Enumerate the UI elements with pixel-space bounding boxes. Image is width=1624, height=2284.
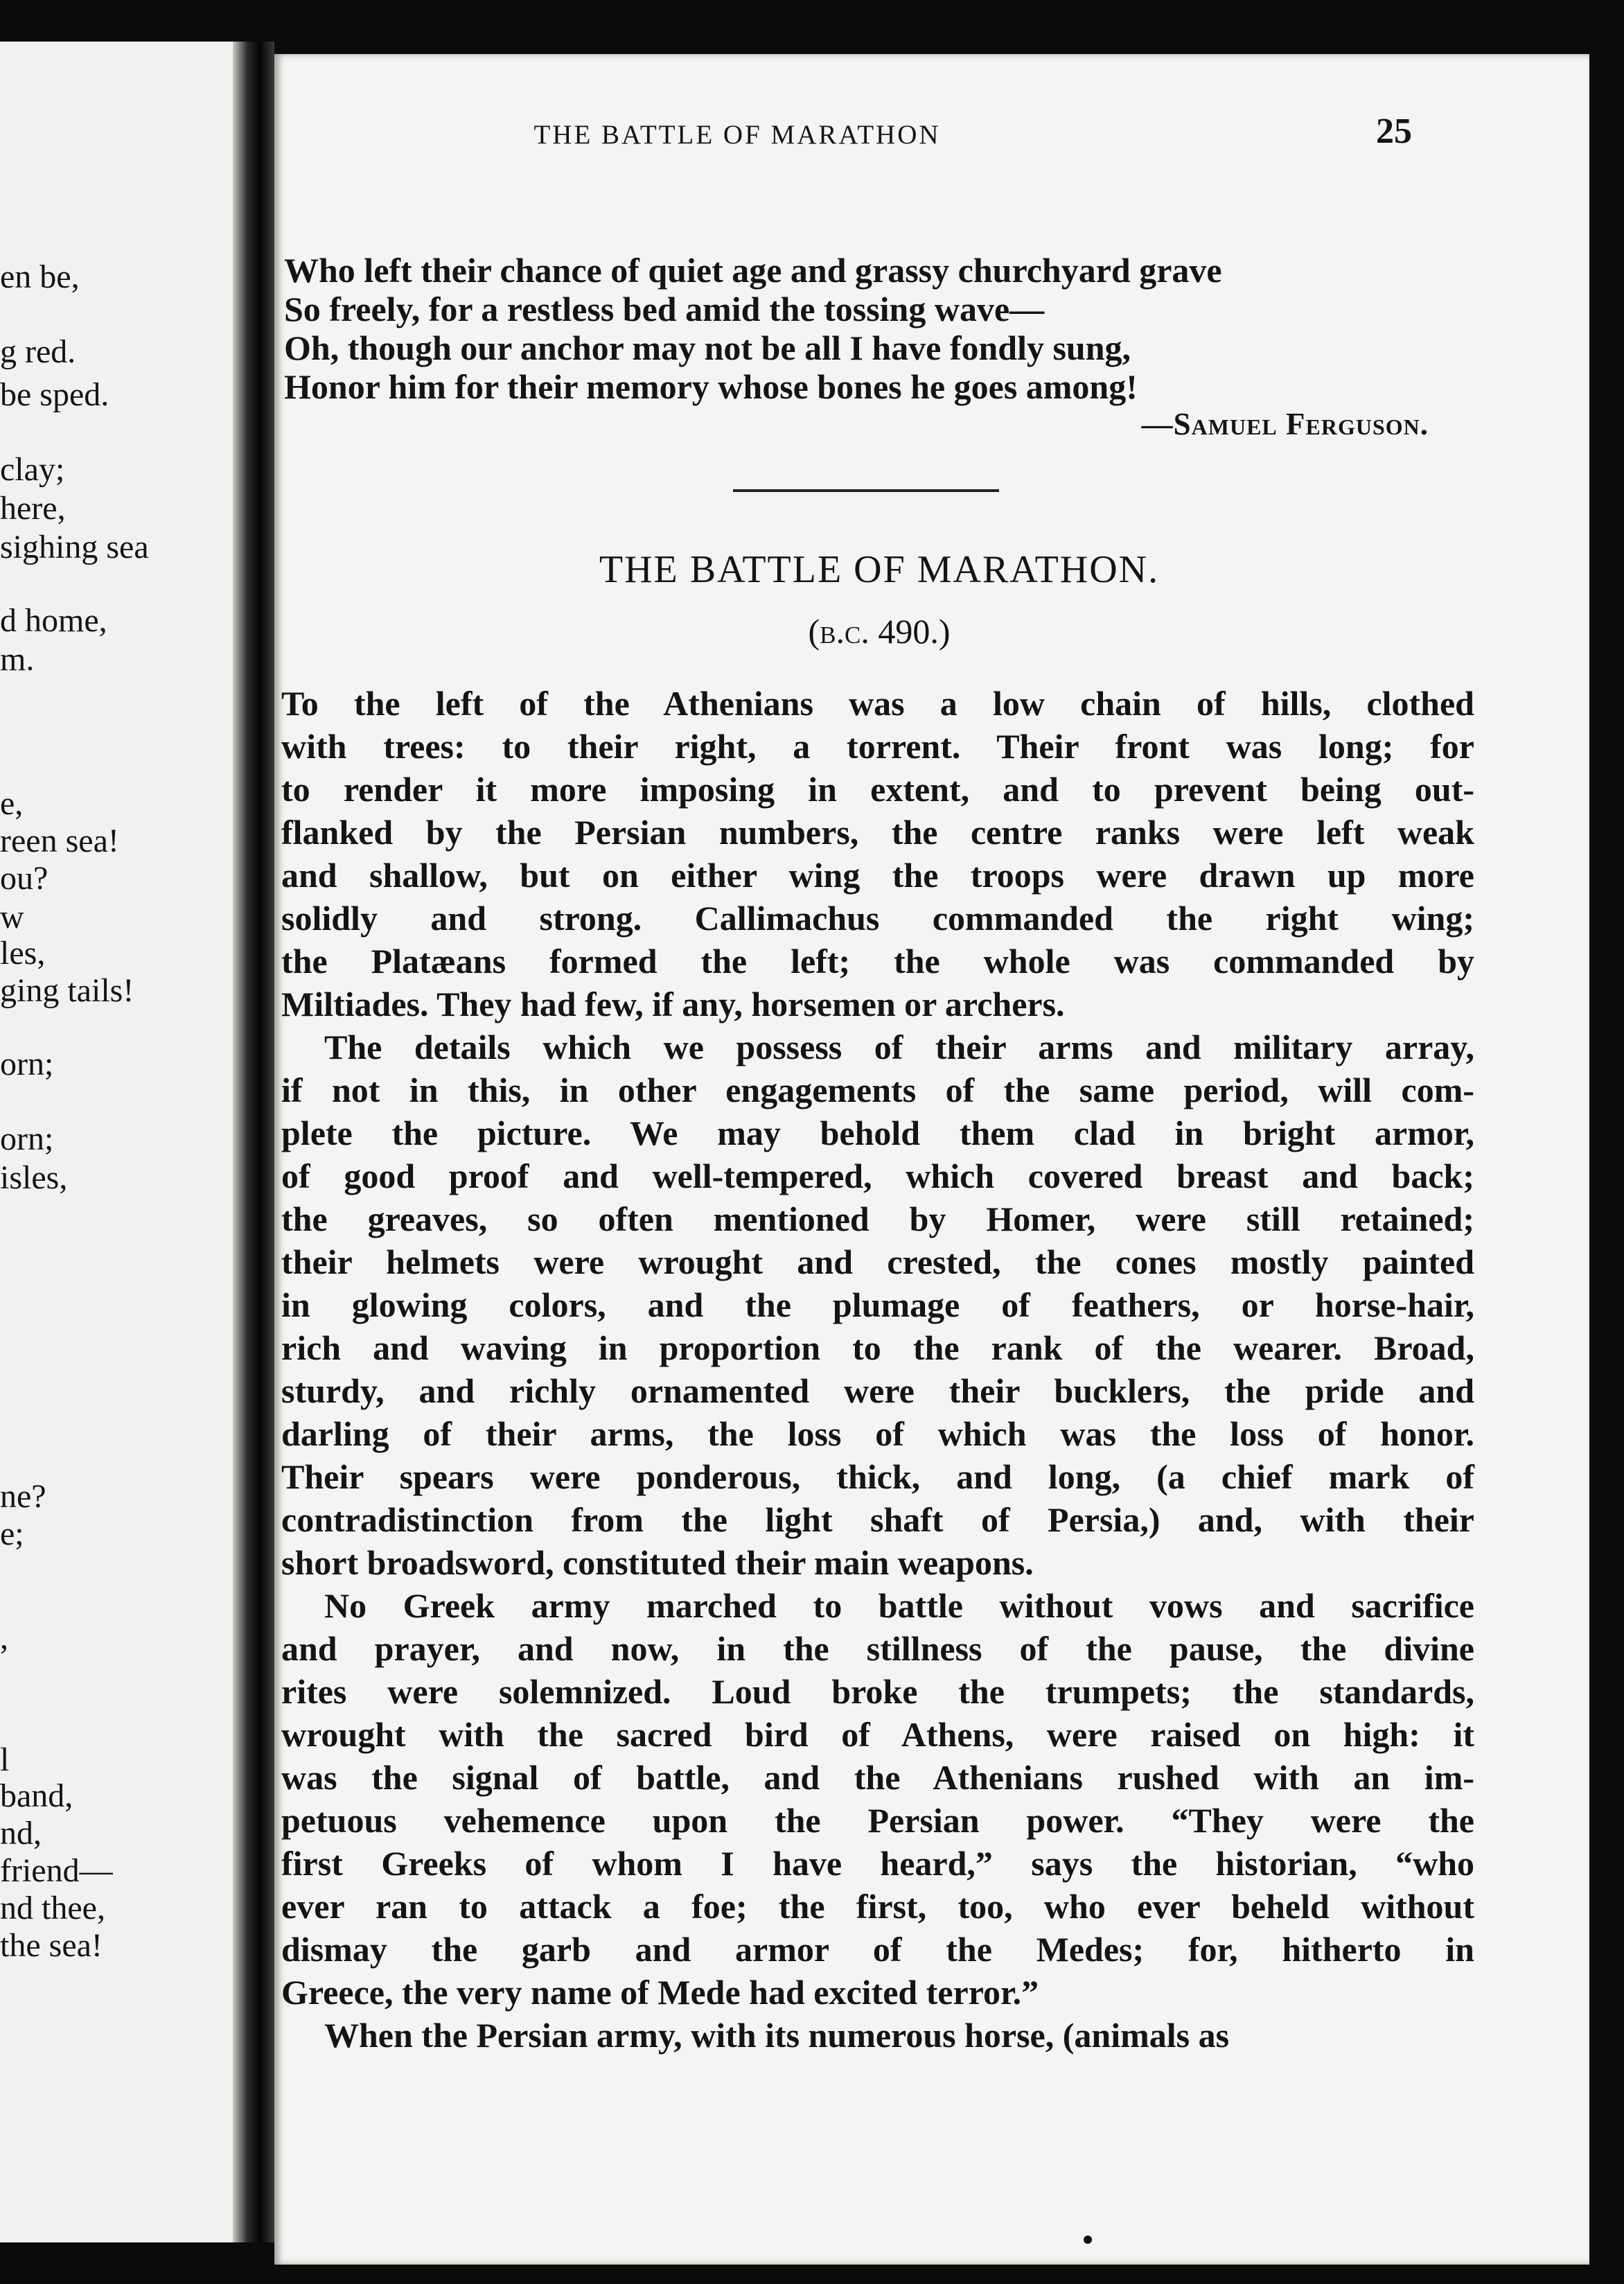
left-fragment: ou?	[0, 860, 48, 897]
text-line: plete the picture. We may behold them clad in bright armor,	[281, 1114, 1474, 1152]
left-fragment: isles,	[0, 1159, 68, 1196]
book-gutter	[233, 42, 274, 2242]
left-fragment: en be,	[0, 258, 80, 295]
left-fragment: e,	[0, 785, 24, 822]
poem-line: Oh, though our anchor may not be all I have fondly sung,	[284, 328, 1131, 367]
left-fragment: d home,	[0, 602, 107, 639]
text-line: was the signal of battle, and the Athenians rushed with an im-	[281, 1758, 1474, 1797]
text-line: rites were solemnized. Loud broke the trumpets; the standards,	[281, 1672, 1474, 1711]
left-fragment: g red.	[0, 333, 76, 370]
left-fragment: be sped.	[0, 376, 109, 413]
text-line: The details which we possess of their arms and military array,	[324, 1028, 1474, 1066]
paragraph-3	[281, 1584, 1474, 2014]
left-fragment: band,	[0, 1777, 73, 1814]
left-fragment: ,	[0, 1619, 8, 1656]
text-line: No Greek army marched to battle without vows and sacrifice	[324, 1586, 1474, 1625]
text-line: ever ran to attack a foe; the first, too, who ever beheld without	[281, 1887, 1474, 1926]
left-fragment: the sea!	[0, 1927, 103, 1964]
text-line: their helmets were wrought and crested, the cones mostly painted	[281, 1242, 1474, 1281]
text-line: the greaves, so often mentioned by Homer, were still retained;	[281, 1200, 1474, 1238]
page-number: 25	[1376, 112, 1412, 151]
left-fragment: orn;	[0, 1046, 54, 1082]
left-fragment: nd thee,	[0, 1890, 105, 1926]
left-fragment: ging tails!	[0, 972, 134, 1009]
text-line: wrought with the sacred bird of Athens, were raised on high: it	[281, 1715, 1474, 1754]
paragraph-1	[281, 682, 1474, 1026]
poem-line: Who left their chance of quiet age and grassy churchyard grave	[284, 251, 1222, 290]
text-line: of good proof and well-tempered, which covered breast and back;	[281, 1157, 1474, 1195]
text-line: and shallow, but on either wing the troops were drawn up more	[281, 856, 1474, 895]
text-line: sturdy, and richly ornamented were their bucklers, the pride and	[281, 1371, 1474, 1410]
poem-excerpt	[284, 251, 1476, 406]
date-open: (	[808, 612, 820, 651]
left-fragment: l	[0, 1741, 10, 1778]
text-line: rich and waving in proportion to the rank of the wearer. Broad,	[281, 1328, 1474, 1367]
left-fragment: sighing sea	[0, 529, 149, 565]
left-fragment: here,	[0, 490, 66, 527]
article-date	[284, 611, 1474, 651]
text-line: in glowing colors, and the plumage of feathers, or horse-hair,	[281, 1285, 1474, 1324]
left-fragment: les,	[0, 935, 46, 972]
left-facing-page	[0, 42, 233, 2242]
ink-speck	[1084, 2235, 1092, 2244]
running-header: THE BATTLE OF MARATHON	[533, 120, 941, 150]
text-line: Greece, the very name of Mede had excited terror.”	[281, 1973, 1039, 2012]
left-fragment: nd,	[0, 1815, 42, 1852]
text-line: if not in this, in other engagements of the same period, will com-	[281, 1071, 1474, 1109]
left-fragment: orn;	[0, 1121, 54, 1157]
article-title: THE BATTLE OF MARATHON.	[599, 548, 1160, 591]
text-line: solidly and strong. Callimachus commanded the right wing;	[281, 899, 1474, 938]
left-fragment: reen sea!	[0, 823, 119, 859]
poem-attribution: —Samuel Ferguson.	[1141, 407, 1429, 441]
left-fragment: friend—	[0, 1852, 113, 1889]
left-fragment: ne?	[0, 1478, 46, 1515]
text-line: first Greeks of whom I have heard,” says the historian, “who	[281, 1844, 1474, 1883]
text-line: Their spears were ponderous, thick, and long, (a chief mark of	[281, 1457, 1474, 1496]
text-line: darling of their arms, the loss of which was the loss of honor.	[281, 1414, 1474, 1453]
left-fragment: w	[0, 899, 24, 935]
date-era: b.c.	[820, 612, 870, 651]
paragraph-4	[281, 2014, 1474, 2057]
left-fragment: m.	[0, 641, 35, 678]
left-fragment: clay;	[0, 451, 65, 488]
text-line: short broadsword, constituted their main weapons.	[281, 1543, 1034, 1582]
poem-line: So freely, for a restless bed amid the tossing wave—	[284, 290, 1045, 328]
text-line: contradistinction from the light shaft of Persia,) and, with their	[281, 1500, 1474, 1539]
text-line: To the left of the Athenians was a low chain of hills, clothed	[281, 684, 1474, 723]
text-line: Miltiades. They had few, if any, horsemen or archers.	[281, 985, 1065, 1024]
paragraph-2	[281, 1026, 1474, 1584]
text-line: flanked by the Persian numbers, the centre ranks were left weak	[281, 813, 1474, 852]
date-year: 490.)	[869, 612, 951, 651]
text-line: with trees: to their right, a torrent. Their front was long; for	[281, 727, 1474, 766]
left-fragment: e;	[0, 1516, 24, 1552]
text-line: petuous vehemence upon the Persian power. “They were the	[281, 1801, 1474, 1840]
text-line: When the Persian army, with its numerous horse, (animals as	[324, 2016, 1230, 2055]
poem-line: Honor him for their memory whose bones he goes among!	[284, 367, 1138, 406]
text-line: to render it more imposing in extent, and to prevent being out-	[281, 770, 1474, 809]
text-line: the Platæans formed the left; the whole was commanded by	[281, 942, 1474, 981]
text-line: dismay the garb and armor of the Medes; for, hitherto in	[281, 1930, 1474, 1969]
section-divider	[733, 489, 999, 492]
text-line: and prayer, and now, in the stillness of the pause, the divine	[281, 1629, 1474, 1668]
